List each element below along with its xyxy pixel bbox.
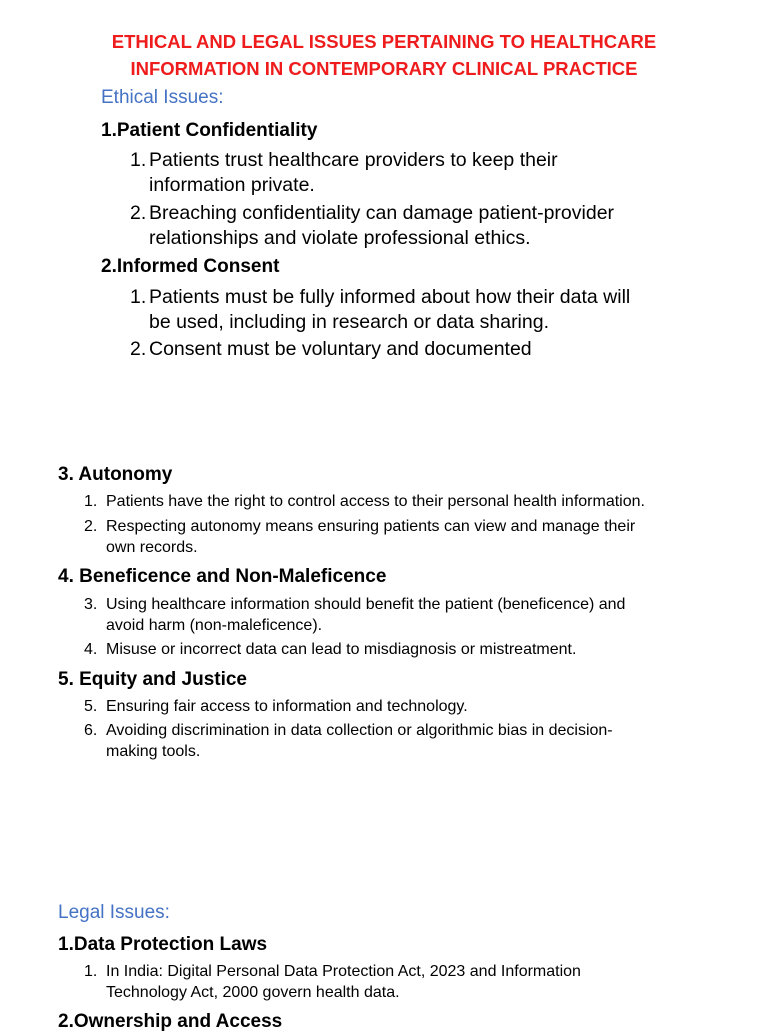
title-line-1: ETHICAL AND LEGAL ISSUES PERTAINING TO HEALTHCARE [111, 31, 657, 52]
list-item-text: Respecting autonomy means ensuring patients can view and manage their [106, 518, 636, 535]
list-number: 5. [84, 698, 98, 715]
list-number: 2. [84, 518, 98, 535]
list-item [130, 148, 558, 197]
ethical-issues-heading: Ethical Issues: [101, 87, 224, 108]
list-item-text-continued: information private. [149, 173, 315, 196]
list-item [84, 516, 635, 558]
patient-confidentiality-heading: 1.Patient Confidentiality [101, 120, 318, 141]
list-item [130, 285, 630, 334]
list-item-text: In India: Digital Personal Data Protection Act, 2023 and Information [106, 963, 581, 980]
equity-justice-heading: 5. Equity and Justice [58, 669, 247, 690]
list-item-text-continued: be used, including in research or data sharing. [149, 310, 549, 333]
list-number: 4. [84, 641, 98, 658]
list-number: 1. [84, 963, 98, 980]
list-item-text: Consent must be voluntary and documented [149, 338, 532, 360]
autonomy-heading: 3. Autonomy [58, 464, 173, 485]
list-item-text-continued: avoid harm (non-maleficence). [106, 617, 323, 634]
list-item-text-continued: own records. [106, 539, 198, 556]
list-item-text: Avoiding discrimination in data collection or algorithmic bias in decision- [106, 722, 613, 739]
list-number: 1. [130, 149, 147, 171]
list-item-text: Breaching confidentiality can damage patient-provider [149, 202, 615, 224]
list-item [84, 720, 613, 762]
list-item-text: Ensuring fair access to information and technology. [106, 698, 468, 715]
list-number: 3. [84, 596, 98, 613]
list-item-text: Patients have the right to control access to their personal health information. [106, 493, 645, 510]
list-item [130, 201, 614, 250]
ownership-access-heading: 2.Ownership and Access [58, 1011, 283, 1032]
legal-issues-heading: Legal Issues: [58, 902, 170, 923]
list-number: 2. [130, 338, 147, 360]
list-item-text-continued: relationships and violate professional ethics. [149, 226, 531, 249]
list-number: 2. [130, 202, 147, 224]
list-item [84, 961, 581, 1003]
list-item-text: Patients must be fully informed about how their data will [149, 286, 631, 308]
list-item [130, 337, 532, 362]
list-item-text-continued: Technology Act, 2000 govern health data. [106, 984, 400, 1001]
list-number: 6. [84, 722, 98, 739]
list-item [84, 594, 625, 636]
list-item [84, 491, 645, 512]
data-protection-laws-heading: 1.Data Protection Laws [58, 934, 268, 955]
list-item [84, 696, 468, 717]
beneficence-heading: 4. Beneficence and Non-Maleficence [58, 566, 387, 587]
list-item-text: Misuse or incorrect data can lead to misdiagnosis or mistreatment. [106, 641, 577, 658]
document-title [0, 28, 768, 82]
list-number: 1. [130, 286, 147, 308]
informed-consent-heading: 2.Informed Consent [101, 256, 280, 277]
list-item-text: Patients trust healthcare providers to keep their [149, 149, 558, 171]
title-line-2: INFORMATION IN CONTEMPORARY CLINICAL PRACTICE [130, 58, 638, 79]
list-number: 1. [84, 493, 98, 510]
list-item-text: Using healthcare information should benefit the patient (beneficence) and [106, 596, 626, 613]
list-item-text-continued: making tools. [106, 743, 201, 760]
list-item [84, 639, 576, 660]
